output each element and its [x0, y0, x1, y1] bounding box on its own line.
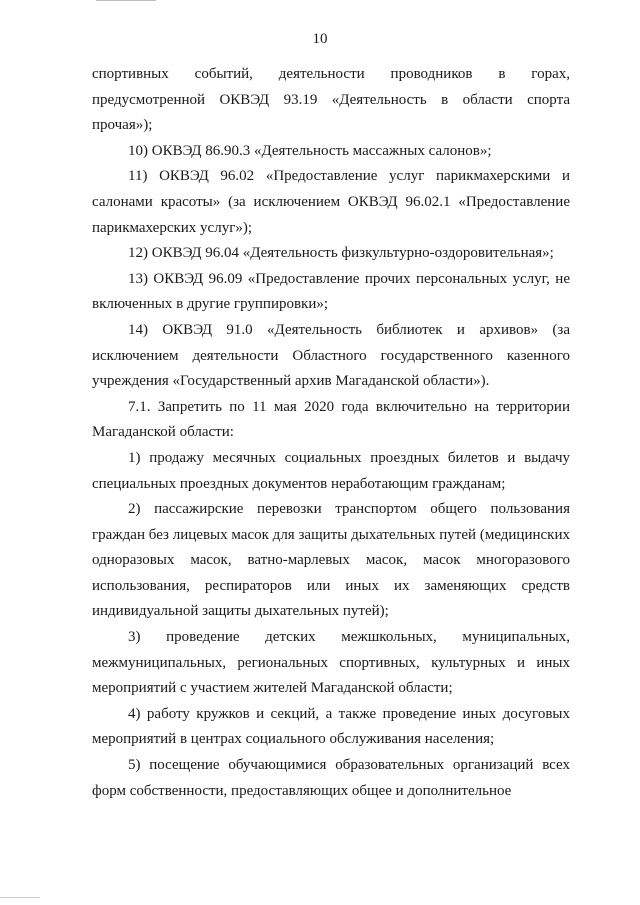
- sub-item-3: 3) проведение детских межшкольных, муниципальных, межмуниципальных, региональных спортивных, культурных и иных мероприятий с участием жителей Магаданской области;: [92, 629, 570, 697]
- list-item-14: 14) ОКВЭД 91.0 «Деятельность библиотек и архивов» (за исключением деятельности Областного государственного казенного учреждения «Государственный архив Магаданской области»).: [92, 321, 570, 390]
- list-item-13: 13) ОКВЭД 96.09 «Предоставление прочих персональных услуг, не включенных в другие группировки»;: [92, 270, 570, 313]
- page-number: 10: [312, 31, 328, 47]
- scan-edge-mark-bottom: [0, 897, 40, 900]
- list-item-12: 12) ОКВЭД 96.04 «Деятельность физкультурно-оздоровительная»;: [128, 245, 554, 262]
- sub-item-2: 2) пассажирские перевозки транспортом общего пользования граждан без лицевых масок для защиты дыхательных путей (медицинских одноразовых масок, ватно-марлевых масок, масок многоразового использования, респираторов или иных их заменяющих средств индивидуальной защиты дыхательных путей);: [92, 501, 570, 620]
- sub-item-5: 5) посещение обучающимися образовательных организаций всех форм собственности, предоставляющих общее и дополнительное: [92, 757, 570, 799]
- sub-item-1: 1) продажу месячных социальных проездных билетов и выдачу специальных проездных документов неработающим гражданам;: [92, 449, 570, 492]
- paragraph-continuation: спортивных событий, деятельности проводников в горах, предусмотренной ОКВЭД 93.19 «Деятельность в области спорта прочая»);: [92, 66, 570, 134]
- scan-edge-mark-top: [96, 0, 156, 5]
- list-item-10: 10) ОКВЭД 86.90.3 «Деятельность массажных салонов»;: [128, 142, 492, 159]
- sub-item-4: 4) работу кружков и секций, а также проведение иных досуговых мероприятий в центрах социального обслуживания населения;: [92, 705, 570, 748]
- clause-7-1: 7.1. Запретить по 11 мая 2020 года включительно на территории Магаданской области:: [92, 398, 570, 441]
- document-body: [92, 62, 570, 804]
- list-item-11: 11) ОКВЭД 96.02 «Предоставление услуг парикмахерскими и салонами красоты» (за исключением ОКВЭД 96.02.1 «Предоставление парикмахерских услуг»);: [92, 168, 570, 236]
